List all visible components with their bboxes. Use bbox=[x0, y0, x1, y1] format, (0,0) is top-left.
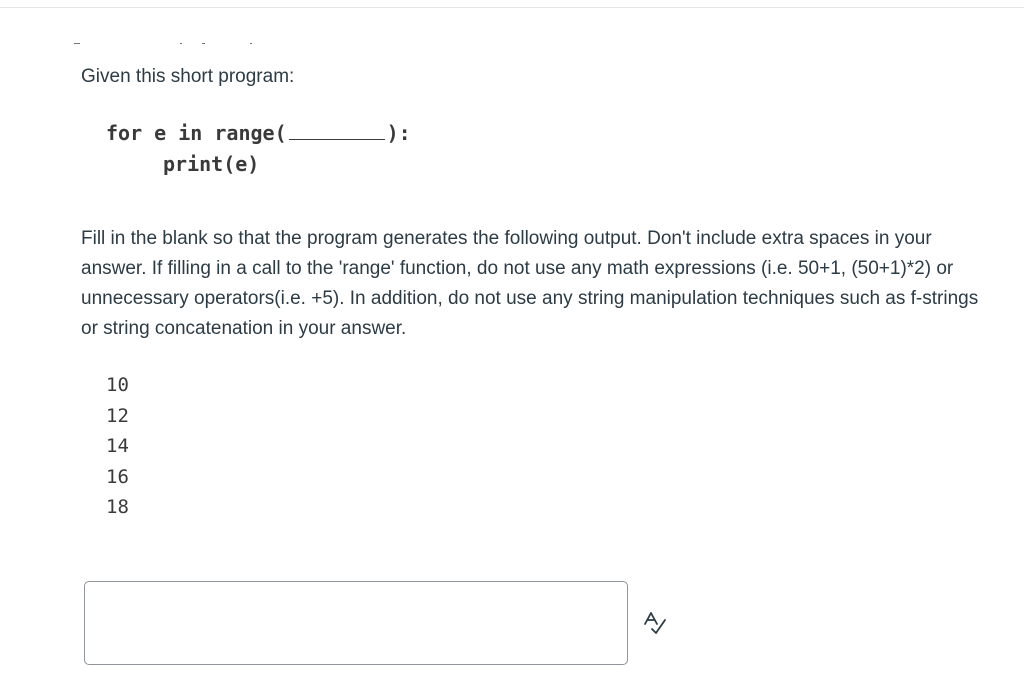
expected-output bbox=[106, 370, 129, 523]
code-line-2: print(e) bbox=[163, 152, 260, 176]
output-line: 10 bbox=[106, 374, 129, 396]
output-line: 12 bbox=[106, 404, 129, 427]
answer-input[interactable] bbox=[84, 581, 628, 665]
code-line-1-prefix: for e in range( bbox=[106, 121, 287, 145]
output-line: 14 bbox=[106, 435, 129, 457]
code-line-1 bbox=[106, 118, 411, 149]
code-blank bbox=[289, 119, 385, 140]
spellcheck-icon[interactable] bbox=[642, 611, 668, 635]
crop-marks bbox=[74, 40, 264, 48]
question-prompt: Given this short program: bbox=[81, 66, 295, 87]
code-block bbox=[106, 118, 411, 180]
output-line: 16 bbox=[106, 465, 129, 488]
code-line-1-suffix: ): bbox=[386, 121, 411, 145]
question-instructions bbox=[81, 224, 986, 344]
output-line: 18 bbox=[106, 496, 129, 518]
top-divider bbox=[0, 7, 1024, 8]
instructions-text: Fill in the blank so that the program generates the following output. Don't include extra spaces in your answer. If filling in a call to the 'range' function, do not use any math expressions (i.e. 50+1, (50+1)*2) or unnecessary operators(i.e. +5). In addition, do not use any string manipulation techniques such as f-strings or string concatenation in your answer. bbox=[81, 228, 979, 339]
